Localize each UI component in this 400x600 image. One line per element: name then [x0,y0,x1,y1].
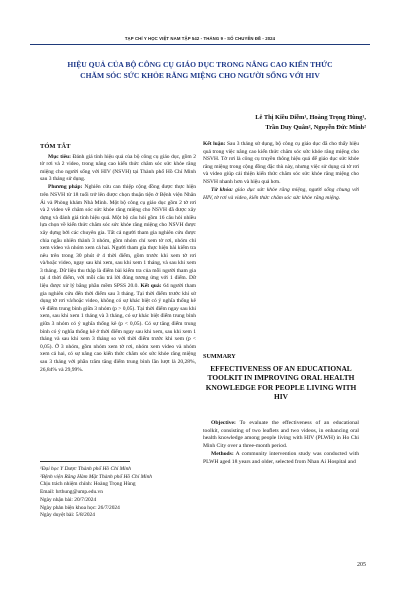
conclusion-label: Kết luận: [203,141,226,147]
english-method-label: Methods: [211,451,234,458]
footnotes [40,461,196,520]
footnote-rule [40,461,130,462]
abstract-vietnamese [40,141,196,375]
summary-heading: SUMMARY [203,353,236,360]
affiliation-2: ²Bệnh viện Răng Hàm Mặt Thành phố Hồ Chí Minh [40,473,152,480]
keywords-text: giáo dục sức khỏe răng miệng, người sống chung với HIV, tờ rơi và video, kiến thức chăm sóc sức khỏe răng miệng. [203,186,360,201]
affiliation-1: ¹Đại học Y Dược Thành phố Hồ Chí Minh [40,466,131,472]
page-number: 205 [357,562,366,568]
journal-running-header: TẠP CHÍ Y HỌC VIỆT NAM TẬP 542 - THÁNG 9 - SỐ CHUYÊN ĐỀ - 2024 [124,36,276,41]
objective-paragraph [40,154,196,184]
abstract-vietnamese-continued [203,141,359,203]
english-objective-label: Objective: [211,420,236,426]
date-received: Ngày nhận bài: 20/7/2024 [40,496,97,503]
corresponding-email: Email: hrthung@ump.edu.vn [40,489,103,496]
date-reviewed: Ngày phản biện khoa học: 26/7/2024 [40,504,120,511]
article-title-line-1: HIỆU QUẢ CỦA BỘ CÔNG CỤ GIÁO DỤC TRONG NÂNG CAO KIẾN THỨC [67,60,333,69]
method-paragraph [40,184,196,374]
english-method-paragraph [203,451,359,466]
abstract-english [203,420,359,467]
objective-text: Đánh giá tính hiệu quả của bộ công cụ giáo dục, gồm 2 tờ rơi và 2 video, trong nâng cao kiến thức chăm sóc sức khỏe răng miệng cho người sống với HIV (NSVH) tại Thành phố Hồ Chí Minh sau 3 tháng sử dụng. [40,153,197,183]
english-method-text: A community intervention study was conducted with PLWH aged 18 years and older, selected from Nhan Ai Hospital and [203,451,360,465]
author-line-1: Lê Thị Kiều Diễm¹, Hoàng Trọng Hùng¹, [255,114,366,121]
article-title-line-2: CHĂM SÓC SỨC KHỎE RĂNG MIỆNG CHO NGƯỜI SỐNG VỚI HIV [80,70,320,80]
english-objective-text: To evaluate the effectiveness of an educational toolkit, consisting of two leaflets and two videos, in enhancing oral health knowledge among people living with HIV (PLWH) in Ho Chi Minh City over a three-month period. [203,420,359,450]
result-text-start: 64 người tham gia nghiên cứu đến thời điểm sau 3 tháng. Tại thời điểm trước khi sử dụng tờ rơi và/hoặc video, không có sự khác biệt có ý nghĩa thống kê về điểm trung bình giữa 3 nhóm (p > 0,05). Tại thời điểm ngay sau khi xem, sau khi xem 1 tháng và 3 tháng, có sự khác biệt điểm trung bình giữa 3 nhóm có ý nghĩa thống kê (p < 0,05). Có sự tăng điểm trung bình có ý nghĩa thống kê ở thời điểm ngay sau khi xem, sau khi xem 1 tháng và sau khi xem 3 tháng so với thời điểm trước khi xem (p < 0,05). Ở 3 nhóm, gồm nhóm xem tờ rơi, nhóm xem video và nhóm xem cả hai, có sự nâng cao kiến thức chăm sóc sức khỏe răng miệng sau 3 tháng với phần trăm tăng điểm trung bình lần lượt là 20,28%, 26,84% và 29,99%. [40,283,197,373]
conclusion-paragraph [203,141,359,187]
objective-label: Mục tiêu: [48,153,71,160]
result-label: Kết quả: [140,283,162,290]
corresponding-author: Chịu trách nhiệm chính: Hoàng Trọng Hùng [40,481,136,488]
author-list [206,113,366,133]
abstract-heading: TÓM TẮT [40,143,71,150]
english-title: EFFECTIVENESS OF AN EDUCATIONAL TOOLKIT IN IMPROVING ORAL HEALTH KNOWLEDGE FOR PEOPLE LIVING WITH HIV [205,364,357,402]
method-text: Nghiên cứu can thiệp cộng đồng được thực hiện trên NSVH từ 18 tuổi trở lên được chọn thuận tiện ở Bệnh viện Nhân Ái và Phòng khám Nhà Minh. Một bộ công cụ giáo dục gồm 2 tờ rơi và 2 video về chăm sóc sức khỏe răng miệng cho NSVH đã được xây dựng và đánh giá tính hiệu quả. Một bộ câu hỏi gồm 16 câu hỏi nhiều lựa chọn về kiến thức chăm sóc sức khỏe răng miệng cho NSVH được xây dựng bởi các chuyên gia. Tất cả người tham gia nghiên cứu được chia ngẫu nhiên thành 3 nhóm, gồm nhóm chỉ xem tờ rơi, nhóm chỉ xem video và nhóm xem cả hai. Người tham gia thực hiện bài kiểm tra nêu trên trong 30 phút ở 4 thời điểm, gồm trước khi xem tờ rơi và/hoặc video, ngay sau khi xem, sau khi xem 1 tháng, và sau khi xem 3 tháng. Dữ liệu thu thập là điểm bài kiểm tra của mỗi người tham gia tại 4 thời điểm, với mỗi câu trả lời đúng tương ứng với 1 điểm. Dữ liệu được xử lý bằng phần mềm SPSS 20.0. [40,184,196,290]
date-accepted: Ngày duyệt bài: 5/8/2024 [40,512,95,519]
keywords-paragraph [203,187,359,202]
header-rule [30,44,370,45]
article-title [40,60,360,81]
author-line-2: Trần Duy Quân², Nguyễn Đức Minh² [265,123,366,131]
keywords-label: Từ khóa: [211,186,233,193]
method-label: Phương pháp: [48,184,83,191]
conclusion-text: Sau 3 tháng sử dụng, bộ công cụ giáo dục đã cho thấy hiệu quả trong việc nâng cao kiến thức chăm sóc sức khỏe răng miệng cho NSVH. Tờ rơi là công cụ truyền thông hiệu quả để giáo dục sức khỏe răng miệng trong cộng đồng đặc thù này, nhưng việc sử dụng cả tờ rơi và video giúp cải thiện kiến thức chăm sóc sức khỏe răng miệng cho NSVH nhanh hơn và hiệu quả hơn. [203,141,359,185]
english-objective-paragraph [203,420,359,451]
